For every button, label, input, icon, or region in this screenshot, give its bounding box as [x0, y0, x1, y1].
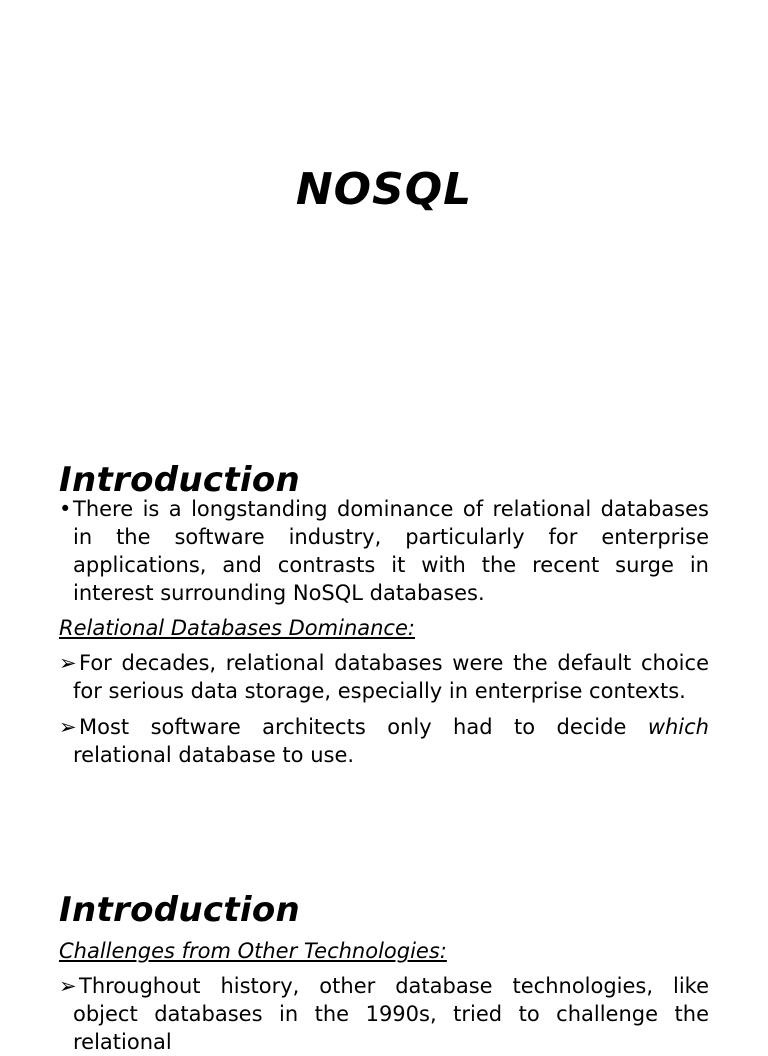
slide-heading: Introduction — [59, 890, 301, 930]
arrow-bullet-icon: ➢ — [59, 715, 77, 739]
list-item-text: For decades, relational databases were the default choice for serious data storage, especially in enterprise contexts. — [73, 651, 709, 703]
arrow-list-item — [59, 649, 709, 705]
slide-title: NOSQL — [295, 164, 473, 215]
slide-content — [59, 460, 709, 769]
bullet-icon: • — [59, 497, 72, 521]
subheading: Challenges from Other Technologies: — [59, 939, 447, 963]
slide-content — [59, 890, 709, 1056]
arrow-list-item — [59, 713, 709, 769]
bullet-paragraph — [59, 495, 709, 607]
slide-heading: Introduction — [59, 460, 301, 500]
arrow-bullet-icon: ➢ — [59, 974, 77, 998]
subheading: Relational Databases Dominance: — [59, 616, 415, 640]
list-item-text-before: Most software architects only had to decide — [79, 715, 648, 739]
introduction-slide-2 — [0, 862, 768, 1054]
list-item-text: Throughout history, other database technologies, like object databases in the 1990s, tried to challenge the relational — [73, 974, 709, 1054]
bullet-text: There is a longstanding dominance of relational databases in the software industry, particularly for enterprise applications, and contrasts it with the recent surge in interest surrounding NoSQL databases. — [73, 497, 709, 605]
arrow-bullet-icon: ➢ — [59, 651, 77, 675]
title-slide — [0, 0, 768, 430]
list-item-text-after: relational database to use. — [73, 743, 355, 767]
introduction-slide — [0, 430, 768, 862]
emphasized-word: which — [647, 715, 709, 739]
arrow-list-item — [59, 972, 709, 1056]
